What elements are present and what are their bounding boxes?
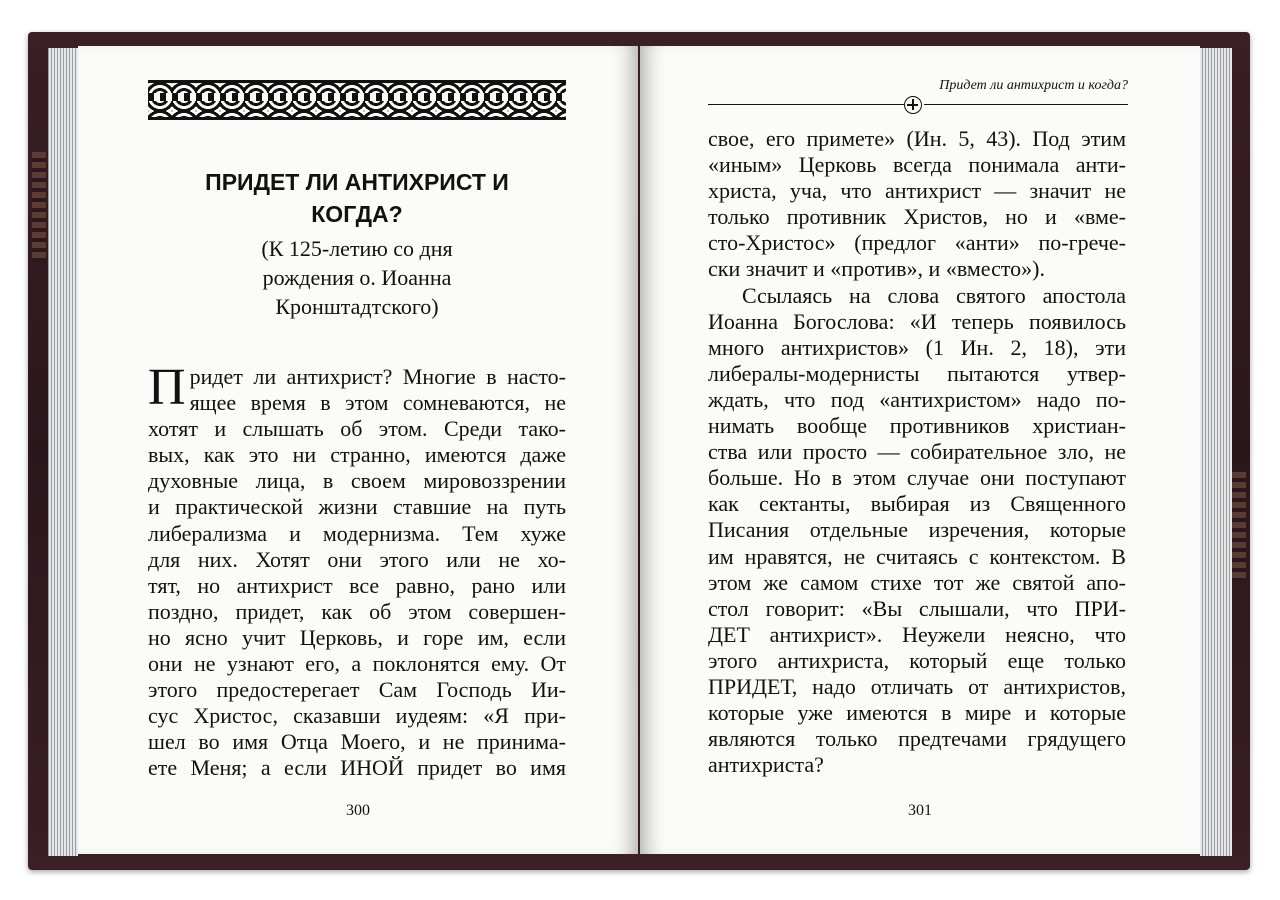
text-line: христа, уча, что антихрист — значит не — [708, 178, 1126, 204]
chapter-title — [148, 166, 566, 230]
text-line: стол говорит: «Вы слышали, что ПРИ- — [708, 595, 1126, 621]
text-line: тят, но антихрист все равно, рано или — [148, 572, 566, 598]
text-line: нимать вообще противников христиан- — [708, 413, 1126, 439]
subtitle-line: рождения о. Иоанна — [262, 265, 452, 290]
text-line: Иоанна Богослова: «И теперь появилось — [708, 308, 1126, 334]
text-line: которые уже имеются в мире и которые — [708, 700, 1126, 726]
page-number: 301 — [908, 802, 932, 819]
cross-icon — [904, 96, 922, 114]
cover-ornament-right — [1232, 472, 1246, 582]
running-head: Придет ли антихрист и когда? — [939, 78, 1128, 93]
text-line: ете Меня; а если ИНОЙ придет во имя — [148, 755, 566, 781]
text-line: ждать, что под «антихристом» надо по- — [708, 386, 1126, 412]
subtitle-line: (К 125-летию со дня — [261, 236, 453, 261]
text-line: им нравятся, не считаясь с контекстом. В — [708, 543, 1126, 569]
text-line: духовные лица, в своем мировоззрении — [148, 468, 566, 494]
text-line: этого антихриста, который еще только — [708, 647, 1126, 673]
header-rule-left — [708, 104, 904, 105]
chapter-subtitle — [148, 234, 566, 321]
text-line: они не узнают его, а поклонятся ему. От — [148, 651, 566, 677]
page-edges-right — [1200, 48, 1232, 856]
cover-ornament-left — [32, 152, 46, 262]
text-line: либерализма и модернизма. Тем хуже — [148, 520, 566, 546]
text-line: антихриста? — [708, 752, 824, 778]
text-line: ящее время в этом сомневаются, не — [189, 390, 566, 416]
text-line: ридет ли антихрист? Многие в насто- — [189, 364, 566, 389]
text-line: Писания отдельные изречения, которые — [708, 517, 1126, 543]
text-line: являются только предтечами грядущего — [708, 726, 1126, 752]
text-line: хотят и слышать об этом. Среди тако- — [148, 416, 566, 442]
chapter-title-line: ПРИДЕТ ЛИ АНТИХРИСТ И — [205, 169, 509, 195]
text-line: этом же самом стихе тот же святой апо- — [708, 569, 1126, 595]
text-line: этого предостерегает Сам Господь Ии- — [148, 677, 566, 703]
text-line: ПРИДЕТ, надо отличать от антихристов, — [708, 673, 1126, 699]
text-line: сто-Христос» (предлог «анти» по-грече- — [708, 230, 1126, 256]
text-line: много антихристов» (1 Ин. 2, 18), эти — [708, 334, 1126, 360]
chapter-title-line: КОГДА? — [311, 201, 403, 227]
text-line: как сектанты, выбирая из Священного — [708, 491, 1126, 517]
subtitle-line: Кронштадтского) — [275, 294, 439, 319]
text-line: больше. Но в этом случае они поступают — [708, 465, 1126, 491]
right-body-text — [708, 126, 1126, 778]
text-line: поздно, придет, как об этом совершен- — [148, 598, 566, 624]
text-line: свое, его примете» (Ин. 5, 43). Под этим — [708, 126, 1126, 151]
page-number: 300 — [346, 802, 370, 819]
text-line: Ссылаясь на слова святого апостола — [742, 282, 1126, 308]
text-line: шел во имя Отца Моего, и не принима- — [148, 729, 566, 755]
left-body-text — [148, 359, 566, 782]
text-line: но ясно учит Церковь, и горе им, если — [148, 624, 566, 650]
page-edges-left — [48, 48, 78, 856]
text-line: сус Христос, сказавши иудеям: «Я при- — [148, 703, 566, 729]
left-page — [78, 46, 638, 854]
text-line: ски значит и «против», и «вместо»). — [708, 256, 1045, 282]
text-line: «иным» Церковь всегда понимала анти- — [708, 152, 1126, 178]
text-line: либералы-модернисты пытаются утвер- — [708, 360, 1126, 386]
text-line: для них. Хотят они этого или не хо- — [148, 546, 566, 572]
right-page — [640, 46, 1200, 854]
text-line: ДЕТ антихрист». Неужели неясно, что — [708, 621, 1126, 647]
text-line: только противник Христов, но и «вме- — [708, 204, 1126, 230]
drop-cap: П — [148, 359, 186, 416]
text-line: и практической жизни ставшие на путь — [148, 494, 566, 520]
text-line: вых, как это ни странно, имеются даже — [148, 442, 566, 468]
header-ornament — [148, 80, 566, 120]
header-rule-right — [924, 104, 1128, 105]
text-line: ства или просто — собирательное зло, не — [708, 439, 1126, 465]
